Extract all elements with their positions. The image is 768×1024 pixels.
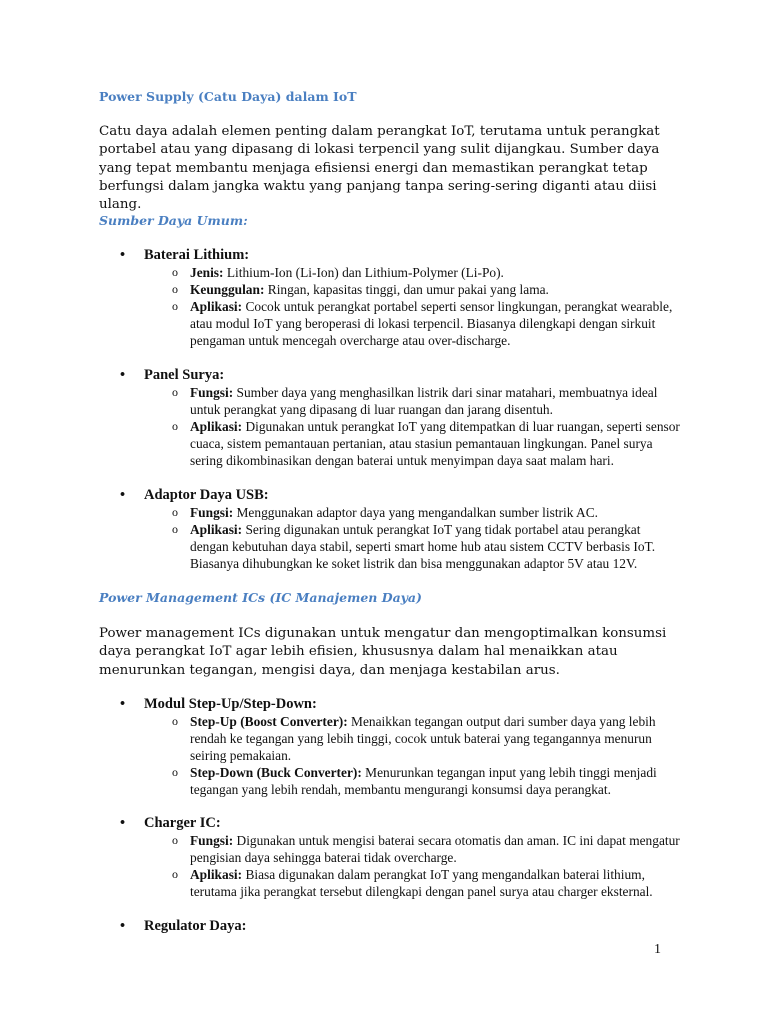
section-heading-power-supply: Power Supply (Catu Daya) dalam IoT bbox=[99, 89, 357, 104]
sub-text: Menaikkan tegangan output dari sumber daya yang lebih rendah ke tegangan yang lebih tinggi, cocok untuk baterai yang tegangannya menurun seiring pemakaian. bbox=[190, 714, 656, 763]
subheading-power-management: Power Management ICs (IC Manajemen Daya) bbox=[99, 590, 422, 605]
sub-item bbox=[172, 281, 682, 298]
bullet-title-label: Charger IC: bbox=[144, 815, 221, 831]
sub-item bbox=[172, 764, 682, 798]
bullet-item-charger-ic bbox=[120, 815, 221, 832]
bullet-marker: • bbox=[120, 367, 126, 383]
sub-item bbox=[172, 418, 682, 469]
sub-label: Fungsi: bbox=[190, 833, 234, 848]
bullet-marker: • bbox=[120, 815, 126, 831]
sub-label: Aplikasi: bbox=[190, 522, 243, 537]
sub-item bbox=[172, 866, 682, 900]
sub-bullet-marker: o bbox=[172, 833, 178, 847]
bullet-marker: • bbox=[120, 696, 126, 712]
sub-text: Menggunakan adaptor daya yang mengandalkan sumber listrik AC. bbox=[233, 505, 598, 520]
sub-label: Aplikasi: bbox=[190, 299, 243, 314]
sub-item bbox=[172, 832, 682, 866]
intro-paragraph: Catu daya adalah elemen penting dalam perangkat IoT, terutama untuk perangkat portabel atau yang dipasang di lokasi terpencil yang sulit dijangkau. Sumber daya yang tepat membantu menjaga efisiensi energi dan memastikan perangkat tetap berfungsi dalam jangka waktu yang panjang tanpa sering-sering diganti atau diisi ulang. bbox=[99, 124, 660, 213]
sub-bullet-marker: o bbox=[172, 505, 178, 519]
bullet-title-label: Modul Step-Up/Step-Down: bbox=[144, 696, 317, 712]
sub-bullet-marker: o bbox=[172, 522, 178, 536]
bullet-title-label: Adaptor Daya USB: bbox=[144, 487, 269, 503]
sub-item bbox=[172, 298, 682, 349]
sub-item bbox=[172, 264, 682, 281]
bullet-marker: • bbox=[120, 487, 126, 503]
page-number: 1 bbox=[654, 942, 661, 957]
sub-item bbox=[172, 504, 682, 521]
bullet-item-baterai-lithium bbox=[120, 247, 249, 264]
sub-bullet-marker: o bbox=[172, 765, 178, 779]
pmic-intro-paragraph: Power management ICs digunakan untuk mengatur dan mengoptimalkan konsumsi daya perangkat IoT agar lebih efisien, khususnya dalam hal menaikkan atau menurunkan tegangan, mengisi daya, dan menjaga kestabilan arus. bbox=[99, 626, 667, 678]
sub-bullet-marker: o bbox=[172, 299, 178, 313]
sub-text: Sering digunakan untuk perangkat IoT yang tidak portabel atau perangkat dengan kebutuhan daya stabil, seperti smart home hub atau sistem CCTV berbasis IoT. Biasanya dihubungkan ke soket listrik dan bisa menggunakan adaptor 5V atau 12V. bbox=[190, 522, 656, 571]
sub-bullet-marker: o bbox=[172, 265, 178, 279]
sub-text: Cocok untuk perangkat portabel seperti sensor lingkungan, perangkat wearable, atau modul IoT yang beroperasi di lokasi terpencil. Biasanya dilengkapi dengan sirkuit pengaman untuk mencegah overcharge atau over-discharge. bbox=[190, 299, 673, 348]
sub-text: Digunakan untuk perangkat IoT yang ditempatkan di luar ruangan, seperti sensor cuaca, sistem pemantauan pertanian, atau stasiun pemantauan lingkungan. Panel surya sering dikombinasikan dengan baterai untuk menyimpan daya saat malam hari. bbox=[190, 419, 680, 468]
bullet-title-label: Baterai Lithium: bbox=[144, 247, 250, 263]
sub-text: Menurunkan tegangan input yang lebih tinggi menjadi tegangan yang lebih rendah, membantu mengurangi konsumsi daya perangkat. bbox=[190, 765, 657, 797]
subheading-sumber-daya: Sumber Daya Umum: bbox=[99, 213, 248, 228]
sub-bullet-marker: o bbox=[172, 714, 178, 728]
sub-text: Sumber daya yang menghasilkan listrik dari sinar matahari, membuatnya ideal untuk perangkat yang dipasang di luar ruangan dan jarang disentuh. bbox=[190, 385, 658, 417]
sub-bullet-marker: o bbox=[172, 419, 178, 433]
bullet-marker: • bbox=[120, 918, 126, 934]
sub-text: Ringan, kapasitas tinggi, dan umur pakai yang lama. bbox=[264, 282, 549, 297]
sub-text: Biasa digunakan dalam perangkat IoT yang mengandalkan baterai lithium, terutama jika perangkat tersebut dilengkapi dengan panel surya atau charger eksternal. bbox=[190, 867, 653, 899]
sub-label: Step-Up (Boost Converter): bbox=[190, 714, 348, 729]
bullet-item-adaptor-usb bbox=[120, 487, 269, 504]
sub-label: Jenis: bbox=[190, 265, 224, 280]
sub-item bbox=[172, 521, 682, 572]
sub-text: Digunakan untuk mengisi baterai secara otomatis dan aman. IC ini dapat mengatur pengisian daya sehingga baterai tidak overcharge. bbox=[190, 833, 680, 865]
sub-item bbox=[172, 713, 682, 764]
sub-label: Aplikasi: bbox=[190, 867, 243, 882]
sub-label: Step-Down (Buck Converter): bbox=[190, 765, 362, 780]
sub-bullet-marker: o bbox=[172, 867, 178, 881]
sub-text: Lithium-Ion (Li-Ion) dan Lithium-Polymer (Li-Po). bbox=[223, 265, 504, 280]
bullet-item-panel-surya bbox=[120, 367, 224, 384]
sub-bullet-marker: o bbox=[172, 282, 178, 296]
sub-item bbox=[172, 384, 682, 418]
bullet-marker: • bbox=[120, 247, 126, 263]
sub-label: Keunggulan: bbox=[190, 282, 265, 297]
bullet-item-regulator-daya bbox=[120, 918, 246, 935]
bullet-item-modul-step bbox=[120, 696, 317, 713]
sub-label: Aplikasi: bbox=[190, 419, 243, 434]
sub-bullet-marker: o bbox=[172, 385, 178, 399]
bullet-title-label: Panel Surya: bbox=[144, 367, 225, 383]
sub-label: Fungsi: bbox=[190, 505, 234, 520]
sub-label: Fungsi: bbox=[190, 385, 234, 400]
bullet-title-label: Regulator Daya: bbox=[144, 918, 247, 934]
